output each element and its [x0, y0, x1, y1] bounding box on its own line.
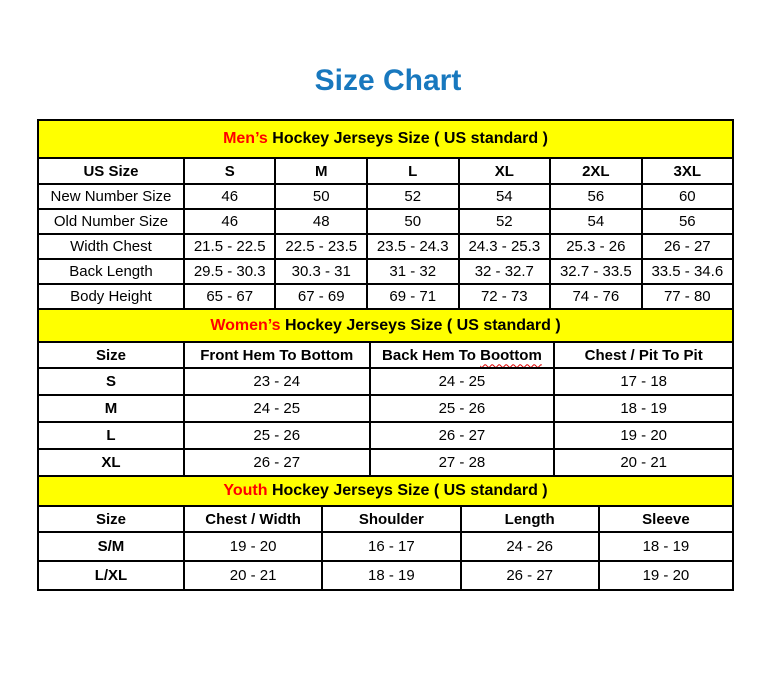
table-row [38, 234, 733, 259]
size-value: 25 - 26 [370, 395, 555, 422]
size-value: 23.5 - 24.3 [367, 234, 459, 259]
size-value: 74 - 76 [550, 284, 642, 309]
page-title: Size Chart [314, 64, 462, 97]
size-value: 32.7 - 33.5 [550, 259, 642, 284]
size-value: 24 - 25 [184, 395, 370, 422]
column-header: Sleeve [599, 506, 733, 532]
size-value: 23 - 24 [184, 368, 370, 395]
column-header: Size [38, 506, 184, 532]
size-value: 18 - 19 [599, 532, 733, 561]
size-value: 46 [184, 184, 276, 209]
size-value: 67 - 69 [275, 284, 367, 309]
size-value: 31 - 32 [367, 259, 459, 284]
womens-banner-text: Hockey Jerseys Size ( US standard ) [280, 316, 561, 334]
table-row [38, 532, 733, 561]
mens-banner-row [38, 120, 733, 158]
size-value: 24.3 - 25.3 [459, 234, 551, 259]
size-value: 48 [275, 209, 367, 234]
womens-table-body [38, 368, 733, 476]
column-header: S [184, 158, 276, 184]
size-value: 56 [550, 184, 642, 209]
column-header: Chest / Width [184, 506, 322, 532]
column-header: Chest / Pit To Pit [554, 342, 733, 368]
size-value: 60 [642, 184, 733, 209]
womens-section-banner [38, 309, 733, 342]
size-value: 52 [459, 209, 551, 234]
table-row [38, 561, 733, 590]
table-row [38, 184, 733, 209]
size-value: 19 - 20 [599, 561, 733, 590]
row-label: S [38, 368, 184, 395]
mens-column-header-row [38, 158, 733, 184]
column-header: 3XL [642, 158, 733, 184]
column-header: Shoulder [322, 506, 460, 532]
size-value: 18 - 19 [554, 395, 733, 422]
size-value: 50 [275, 184, 367, 209]
size-value: 50 [367, 209, 459, 234]
column-header: Length [461, 506, 599, 532]
row-label: Width Chest [38, 234, 184, 259]
size-value: 25 - 26 [184, 422, 370, 449]
size-value: 32 - 32.7 [459, 259, 551, 284]
column-header: L [367, 158, 459, 184]
youth-banner-text: Hockey Jerseys Size ( US standard ) [267, 482, 548, 499]
womens-banner-highlight: Women’s [210, 316, 281, 334]
size-value: 16 - 17 [322, 532, 460, 561]
row-label: L/XL [38, 561, 184, 590]
size-value: 24 - 25 [370, 368, 555, 395]
size-value: 26 - 27 [184, 449, 370, 476]
size-value: 27 - 28 [370, 449, 555, 476]
size-value: 30.3 - 31 [275, 259, 367, 284]
mens-banner-highlight: Men’s [223, 130, 268, 147]
womens-size-table [37, 308, 734, 477]
size-value: 72 - 73 [459, 284, 551, 309]
column-header-text: Back Hem To [382, 346, 481, 364]
table-row [38, 209, 733, 234]
youth-banner-highlight: Youth [223, 482, 268, 499]
size-value: 17 - 18 [554, 368, 733, 395]
size-value: 19 - 20 [184, 532, 322, 561]
mens-section-banner [38, 120, 733, 158]
size-value: 65 - 67 [184, 284, 276, 309]
size-value: 46 [184, 209, 276, 234]
youth-table-body [38, 532, 733, 590]
womens-column-header-row [38, 342, 733, 368]
row-label: XL [38, 449, 184, 476]
table-row [38, 395, 733, 422]
row-label: Body Height [38, 284, 184, 309]
size-value: 26 - 27 [642, 234, 733, 259]
size-value: 26 - 27 [370, 422, 555, 449]
table-row [38, 449, 733, 476]
column-header: M [275, 158, 367, 184]
size-value: 33.5 - 34.6 [642, 259, 733, 284]
size-value: 18 - 19 [322, 561, 460, 590]
column-header: Size [38, 342, 184, 368]
size-value: 19 - 20 [554, 422, 733, 449]
size-value: 26 - 27 [461, 561, 599, 590]
table-row [38, 284, 733, 309]
column-header: Front Hem To Bottom [184, 342, 370, 368]
size-value: 54 [550, 209, 642, 234]
size-value: 52 [367, 184, 459, 209]
size-value: 24 - 26 [461, 532, 599, 561]
table-row [38, 259, 733, 284]
youth-banner-row [38, 476, 733, 506]
column-header: XL [459, 158, 551, 184]
size-value: 77 - 80 [642, 284, 733, 309]
womens-banner-row [38, 309, 733, 342]
youth-column-header-row [38, 506, 733, 532]
size-value: 20 - 21 [554, 449, 733, 476]
row-label: Old Number Size [38, 209, 184, 234]
size-value: 29.5 - 30.3 [184, 259, 276, 284]
misspelled-word: Boottom [480, 346, 542, 364]
size-value: 22.5 - 23.5 [275, 234, 367, 259]
mens-banner-text: Hockey Jerseys Size ( US standard ) [267, 130, 548, 147]
size-value: 69 - 71 [367, 284, 459, 309]
size-value: 21.5 - 22.5 [184, 234, 276, 259]
size-value: 54 [459, 184, 551, 209]
size-tables [37, 119, 734, 591]
row-label: M [38, 395, 184, 422]
row-label: Back Length [38, 259, 184, 284]
row-label: S/M [38, 532, 184, 561]
column-header: US Size [38, 158, 184, 184]
mens-size-table [37, 119, 734, 310]
size-value: 25.3 - 26 [550, 234, 642, 259]
row-label: New Number Size [38, 184, 184, 209]
column-header: 2XL [550, 158, 642, 184]
table-row [38, 368, 733, 395]
table-row [38, 422, 733, 449]
size-value: 56 [642, 209, 733, 234]
youth-size-table [37, 475, 734, 591]
size-value: 20 - 21 [184, 561, 322, 590]
row-label: L [38, 422, 184, 449]
column-header [370, 342, 555, 368]
mens-table-body [38, 184, 733, 309]
youth-section-banner [38, 476, 733, 506]
